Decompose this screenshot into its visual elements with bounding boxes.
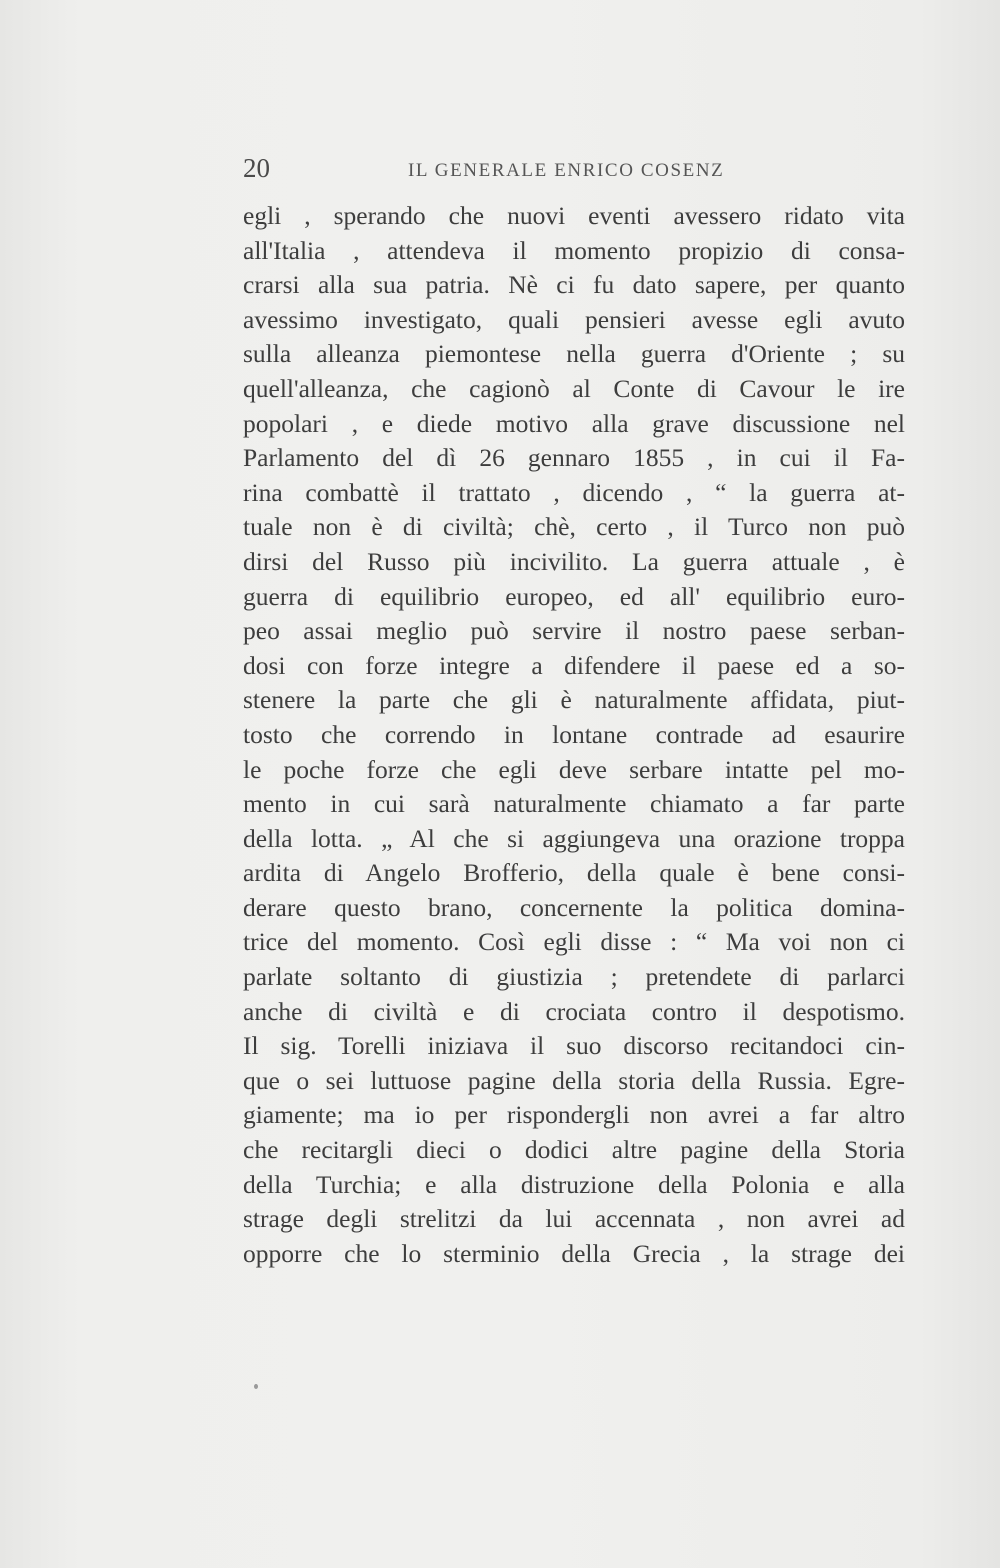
text-line: Parlamento del dì 26 gennaro 1855 , in cui il Fa- [243, 443, 905, 473]
body-text [243, 199, 905, 1271]
text-line: derare questo brano, concernente la politica domina- [243, 892, 905, 922]
text-line: giamente; ma io per rispondergli non avrei a far altro [243, 1100, 905, 1130]
text-line: ardita di Angelo Brofferio, della quale è bene consi- [243, 858, 905, 888]
running-head [243, 150, 905, 186]
page-number: 20 [243, 153, 270, 183]
text-line: all'Italia , attendeva il momento propizio di consa- [243, 235, 905, 265]
text-line: egli , sperando che nuovi eventi avessero ridato vita [243, 201, 905, 230]
text-line: dirsi del Russo più incivilito. La guerra attuale , è [243, 546, 905, 576]
text-line: strage degli strelitzi da lui accennata , non avrei ad [243, 1204, 905, 1234]
text-line: tuale non è di civiltà; chè, certo , il Turco non può [243, 512, 905, 542]
text-line: popolari , e diede motivo alla grave discussione nel [243, 408, 905, 438]
text-line: tosto che correndo in lontane contrade ad esaurire [243, 719, 905, 749]
text-line: opporre che lo sterminio della Grecia , la strage dei [243, 1238, 905, 1268]
text-line: parlate soltanto di giustizia ; pretendete di parlarci [243, 962, 905, 992]
text-line: quell'alleanza, che cagionò al Conte di Cavour le ire [243, 373, 905, 403]
text-line: que o sei luttuose pagine della storia della Russia. Egre- [243, 1065, 905, 1095]
text-line: stenere la parte che gli è naturalmente affidata, piut- [243, 685, 905, 715]
text-line: Il sig. Torelli iniziava il suo discorso recitandoci cin- [243, 1031, 905, 1061]
text-line: crarsi alla sua patria. Nè ci fu dato sapere, per quanto [243, 270, 905, 300]
text-line: anche di civiltà e di crociata contro il despotismo. [243, 996, 905, 1026]
text-line: rina combattè il trattato , dicendo , “ la guerra at- [243, 477, 905, 507]
text-line: guerra di equilibrio europeo, ed all' equilibrio euro- [243, 581, 905, 611]
text-line: della lotta. „ Al che si aggiungeva una orazione troppa [243, 823, 905, 853]
text-line: sulla alleanza piemontese nella guerra d'Oriente ; su [243, 339, 905, 369]
paper-speck [254, 1384, 258, 1389]
text-line: peo assai meglio può servire il nostro paese serban- [243, 616, 905, 646]
text-line: le poche forze che egli deve serbare intatte pel mo- [243, 754, 905, 784]
text-line: dosi con forze integre a difendere il paese ed a so- [243, 650, 905, 680]
text-line: della Turchia; e alla distruzione della Polonia e alla [243, 1169, 905, 1199]
running-head-title: IL GENERALE ENRICO COSENZ [408, 160, 725, 181]
text-line: che recitargli dieci o dodici altre pagine della Storia [243, 1135, 905, 1165]
text-line: mento in cui sarà naturalmente chiamato a far parte [243, 789, 905, 819]
text-line: avessimo investigato, quali pensieri avesse egli avuto [243, 304, 905, 334]
text-line: trice del momento. Così egli disse : “ Ma voi non ci [243, 927, 905, 957]
